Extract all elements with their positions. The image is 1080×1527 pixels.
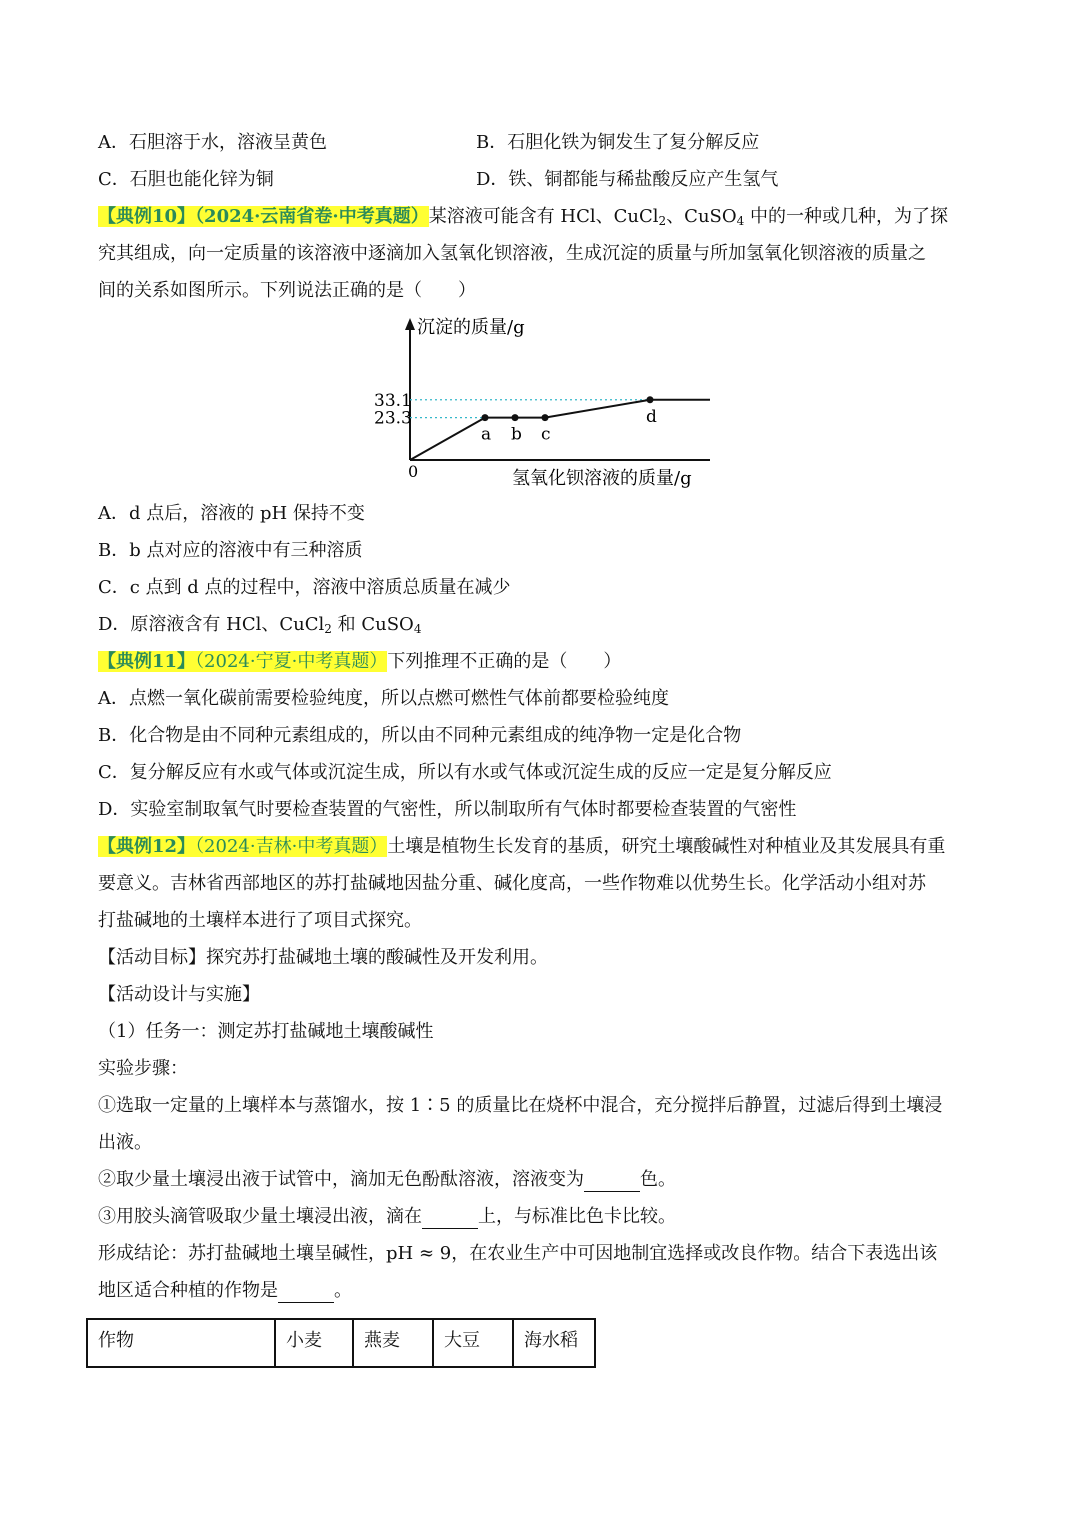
q10-stem-text-c: 中的一种或几种，为了探	[744, 206, 949, 227]
q12-crop-blank[interactable]	[278, 1284, 334, 1303]
q12-activity-design: 【活动设计与实施】	[98, 984, 260, 1005]
q12-step-3-text-a: ③用胶头滴管吸取少量土壤浸出液，滴在	[98, 1206, 422, 1227]
q9-option-b: B．石胆化铁为铜发生了复分解反应	[476, 132, 760, 153]
y-tick-label: 23.3	[374, 408, 412, 429]
q9-option-a: A．石胆溶于水，溶液呈黄色	[98, 132, 327, 153]
q12-step-3	[98, 1205, 676, 1229]
q12-step-3-blank[interactable]	[422, 1210, 478, 1229]
crop-cell: 海水稻	[513, 1319, 595, 1367]
q10-source: （2024·云南省卷·中考真题）	[195, 206, 429, 227]
point-label-b: b	[511, 424, 522, 445]
q12-conclusion-line-2	[98, 1279, 352, 1303]
q12-stem-line-2: 要意义。吉林省西部地区的苏打盐碱地因盐分重、碱化度高，一些作物难以优势生长。化学活动小组对苏	[98, 873, 926, 894]
q10-stem-line-1	[98, 205, 948, 233]
q12-step-3-text-b: 上，与标准比色卡比较。	[478, 1206, 676, 1227]
q12-conclusion-text-b: 。	[334, 1280, 352, 1301]
crop-cell: 燕麦	[353, 1319, 433, 1367]
q10-stem-text-b: 、CuSO	[666, 206, 737, 227]
q10-stem-text-a: 某溶液可能含有 HCl、CuCl	[428, 206, 659, 227]
q12-step-2	[98, 1168, 676, 1192]
crop-table-row	[87, 1319, 595, 1367]
q12-step-2-blank[interactable]	[584, 1173, 640, 1192]
point-label-a: a	[481, 424, 492, 445]
q9-option-d: D．铁、铜都能与稀盐酸反应产生氢气	[476, 169, 779, 190]
q10-tag: 【典例10】	[98, 206, 196, 227]
q10-sub-2: 2	[658, 214, 667, 228]
q10-option-d-text-a: D．原溶液含有 HCl、CuCl	[98, 614, 325, 635]
q11-option-d: D．实验室制取氧气时要检查装置的气密性，所以制取所有气体时都要检查装置的气密性	[98, 799, 797, 820]
y-tick-label: 33.1	[374, 390, 412, 411]
q10-option-d	[98, 613, 421, 641]
point-a	[482, 414, 489, 421]
q11-option-c: C．复分解反应有水或气体或沉淀生成，所以有水或气体或沉淀生成的反应一定是复分解反应	[98, 762, 832, 783]
y-axis-arrow-icon	[405, 318, 415, 330]
y-axis-label: 沉淀的质量/g	[417, 317, 525, 338]
q10-stem-line-3: 间的关系如图所示。下列说法正确的是（ ）	[98, 280, 476, 301]
point-label-d: d	[646, 406, 657, 427]
q12-step-1-line-1: ①选取一定量的上壤样本与蒸馏水，按 1∶5 的质量比在烧杯中混合，充分搅拌后静置，过滤后得到土壤浸	[98, 1095, 943, 1116]
q12-task-1: （1）任务一：测定苏打盐碱地土壤酸碱性	[98, 1021, 434, 1042]
q12-step-2-text-b: 色。	[640, 1169, 676, 1190]
x-axis-label: 氢氧化钡溶液的质量/g	[512, 468, 692, 489]
q11-option-b: B．化合物是由不同种元素组成的，所以由不同种元素组成的纯净物一定是化合物	[98, 725, 742, 746]
q12-stem-line-1	[98, 835, 945, 859]
q10-option-d-text-b: 和 CuSO	[331, 614, 414, 635]
point-d	[647, 396, 654, 403]
q12-source: （2024·吉林·中考真题）	[195, 836, 388, 857]
q12-steps-label: 实验步骤：	[98, 1058, 188, 1079]
origin-label: 0	[408, 462, 419, 481]
precipitate-chart	[360, 310, 720, 490]
q12-conclusion-text-a: 地区适合种植的作物是	[98, 1280, 278, 1301]
crop-table	[86, 1318, 596, 1368]
q12-conclusion-line-1: 形成结论：苏打盐碱地土壤呈碱性，pH ≈ 9，在农业生产中可因地制宜选择或改良作物。结合下表选出该	[98, 1243, 938, 1264]
q10-option-b: B．b 点对应的溶液中有三种溶质	[98, 540, 363, 561]
q10-option-a: A．d 点后，溶液的 pH 保持不变	[98, 503, 365, 524]
q10-option-d-sub-2: 2	[324, 622, 332, 636]
crop-cell: 大豆	[433, 1319, 513, 1367]
q11-stem	[98, 650, 621, 674]
q12-step-2-text-a: ②取少量土壤浸出液于试管中，滴加无色酚酞溶液，溶液变为	[98, 1169, 584, 1190]
q10-option-c: C．c 点到 d 点的过程中，溶液中溶质总质量在减少	[98, 577, 511, 598]
q12-activity-goal: 【活动目标】探究苏打盐碱地土壤的酸碱性及开发利用。	[98, 947, 548, 968]
q9-option-c: C．石胆也能化锌为铜	[98, 169, 274, 190]
q11-source: （2024·宁夏·中考真题）	[195, 651, 388, 672]
q12-stem-line-3: 打盐碱地的土壤样本进行了项目式探究。	[98, 910, 422, 931]
point-c	[542, 414, 549, 421]
q10-option-d-sub-4: 4	[413, 622, 422, 636]
q12-tag: 【典例12】	[98, 836, 196, 857]
q11-tag: 【典例11】	[98, 651, 196, 672]
q12-stem-text: 土壤是植物生长发育的基质，研究土壤酸碱性对种植业及其发展具有重	[387, 836, 946, 857]
q11-stem-text: 下列推理不正确的是（ ）	[387, 651, 622, 672]
q12-step-1-line-2: 出液。	[98, 1132, 152, 1153]
q11-option-a: A．点燃一氧化碳前需要检验纯度，所以点燃可燃性气体前都要检验纯度	[98, 688, 669, 709]
crop-table-header: 作物	[87, 1319, 275, 1367]
point-b	[512, 414, 519, 421]
point-label-c: c	[541, 424, 551, 445]
q10-stem-line-2: 究其组成，向一定质量的该溶液中逐滴加入氢氧化钡溶液，生成沉淀的质量与所加氢氧化钡溶液的质量之	[98, 243, 926, 264]
crop-cell: 小麦	[275, 1319, 353, 1367]
q10-sub-4: 4	[736, 214, 745, 228]
series-line	[410, 400, 710, 460]
